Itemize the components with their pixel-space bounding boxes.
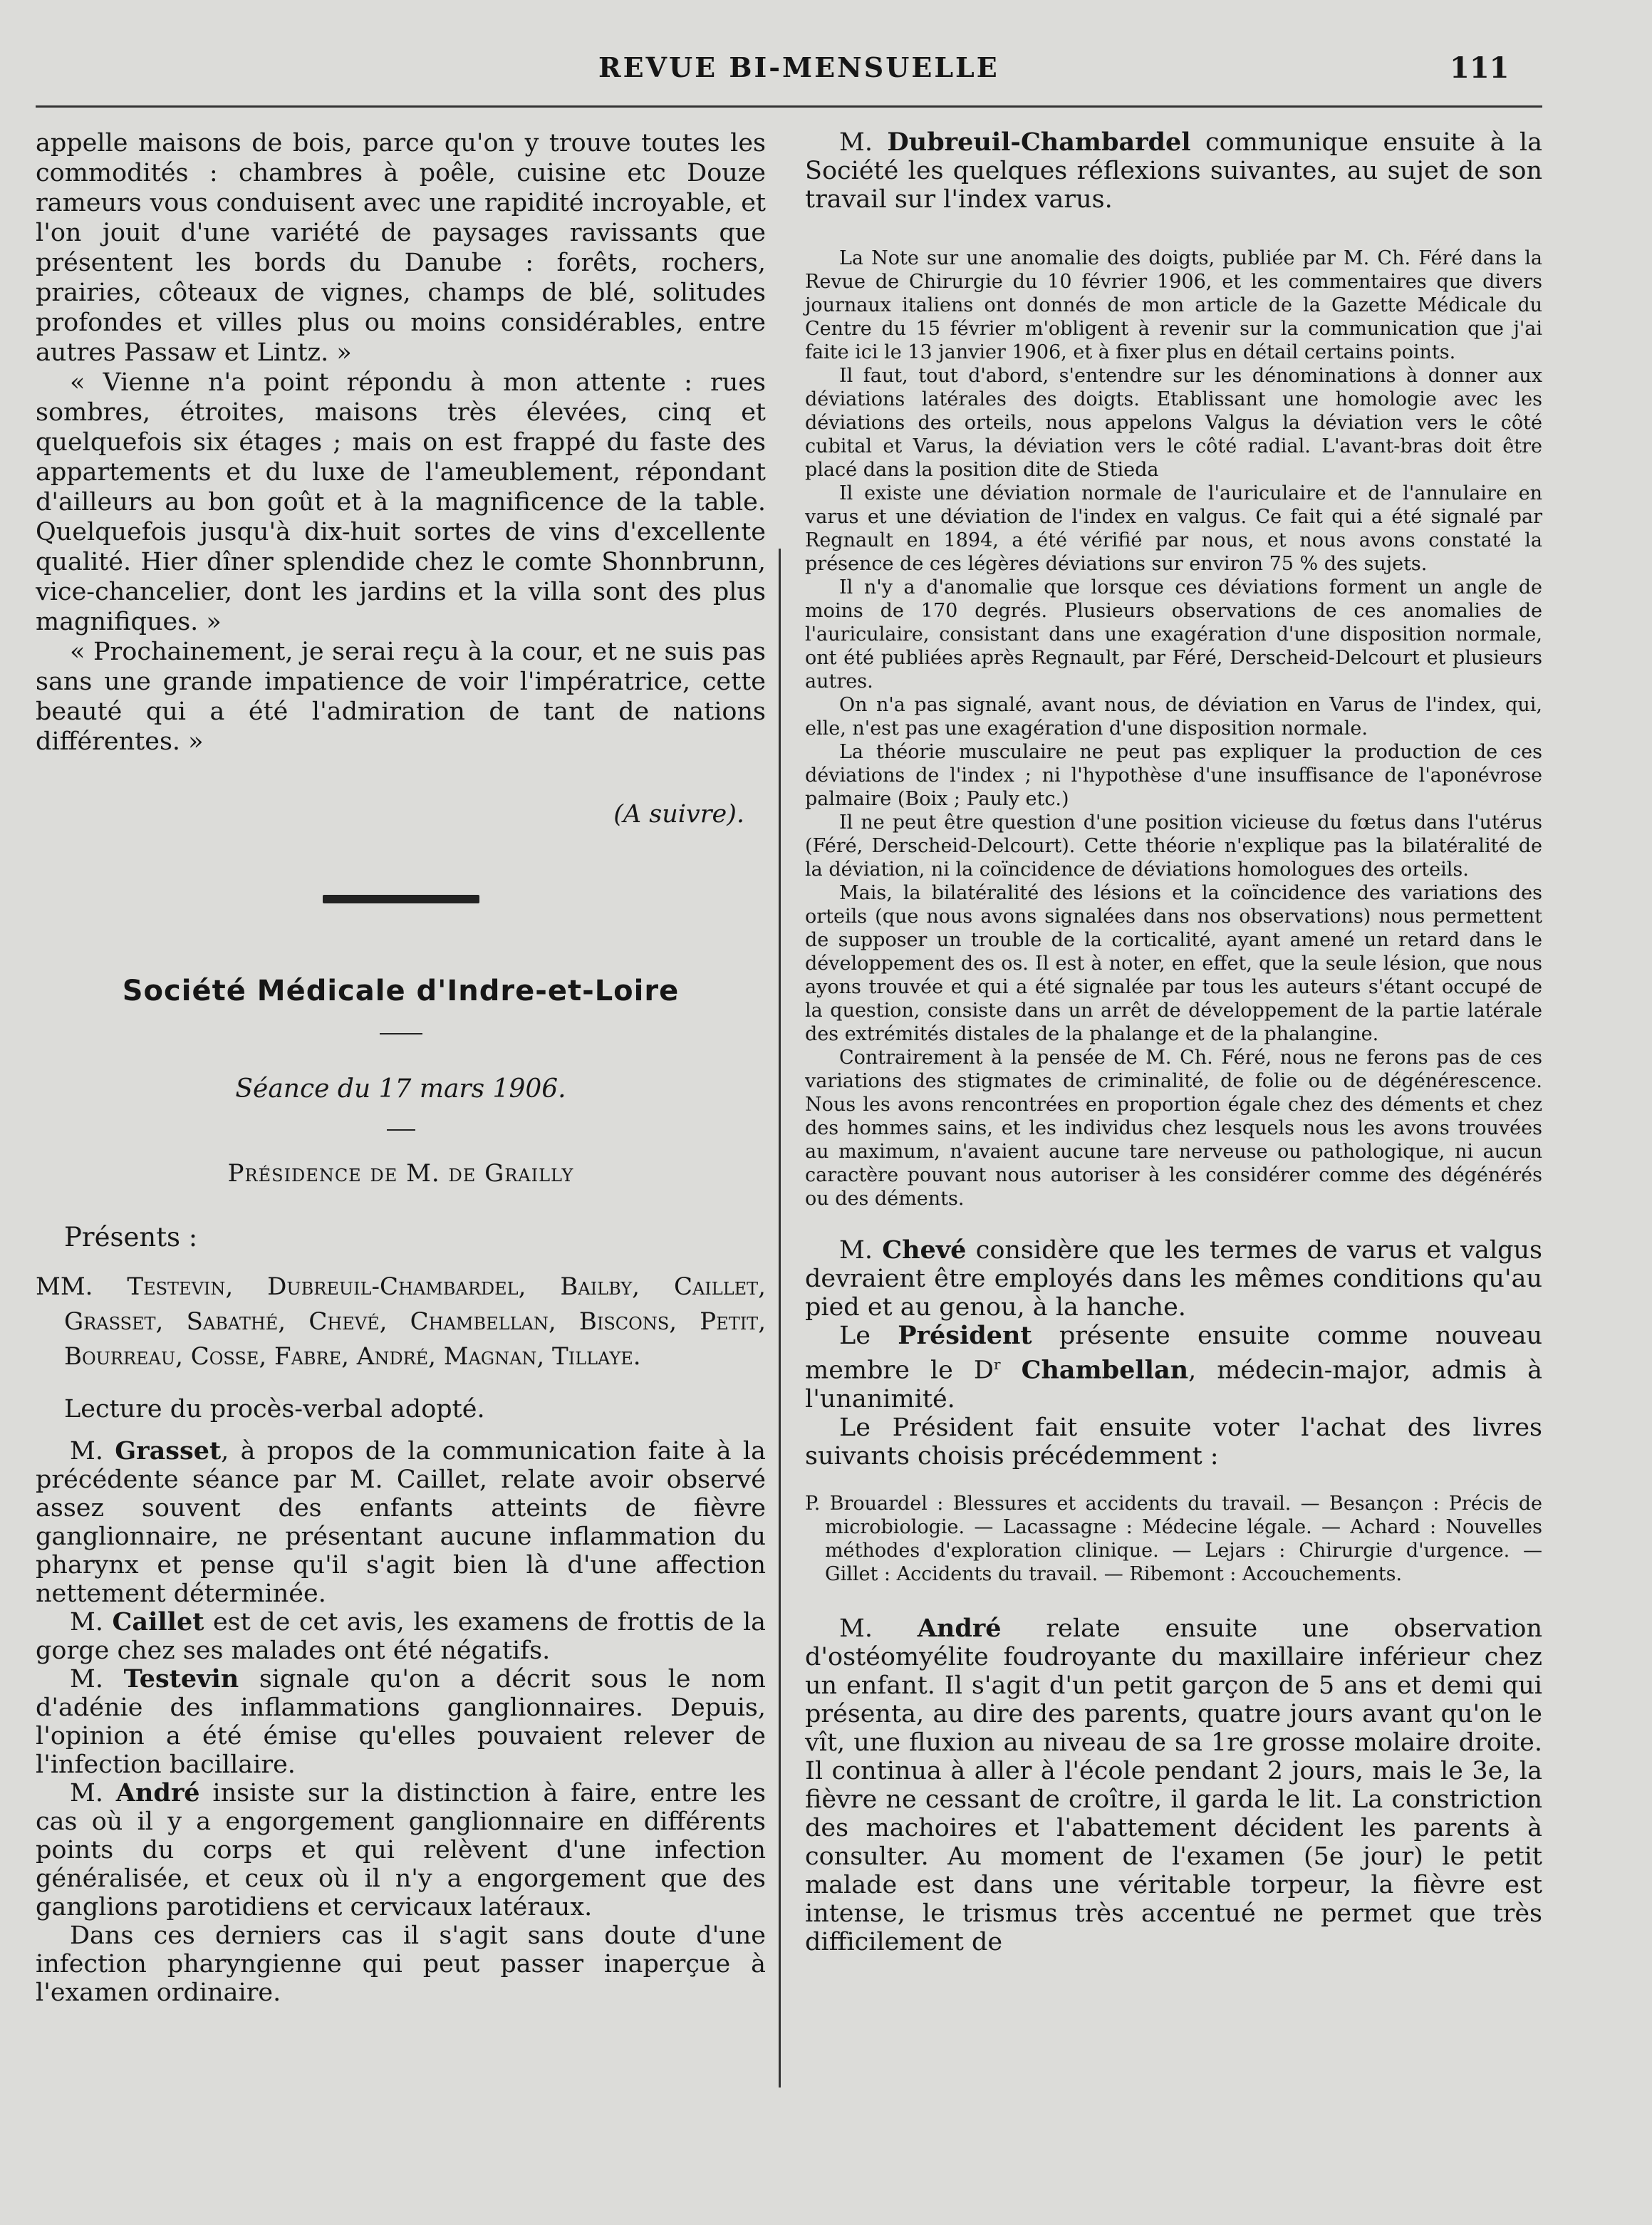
- page-number: 111: [1450, 51, 1510, 85]
- lecture-line: Lecture du procès-verbal adopté.: [64, 1395, 485, 1423]
- divider-dash: [387, 1129, 415, 1131]
- speaker-name: André: [115, 1778, 200, 1808]
- paragraph-text: présente ensuite comme nouveau membre le D: [805, 1322, 1542, 1385]
- speaker-name: Chevé: [882, 1235, 967, 1265]
- to-be-continued: (A suivre).: [613, 800, 744, 829]
- book-list: P. Brouardel : Blessures et accidents du travail. — Besançon : Précis de microbiologie. — Lacassagne : Médecine légale. — Achard : Nouvelles méthodes d'exploration clinique. — Lejars : Chirurgie d'urgence. — Gillet : Accidents du travail. — Ribemont : Accouchements.: [805, 1492, 1542, 1585]
- andre-observation: M. André relate ensuite une observation d'ostéomyélite foudroyante du maxillaire inférieur chez un enfant. Il s'agit d'un petit garçon de 5 ans et demi qui présenta, au dire des parents, quatre jours avant qu'on le vît, une fluxion au niveau de sa 1re grosse molaire droite. Il continua à aller à l'école pendant 2 jours, mais le 3e, la fièvre ne cessant de croître, il garda le lit. La constriction des machoires et l'abattement décident les parents à consulter. Au moment de l'examen (5e jour) le petit malade est dans une véritable torpeur, la fièvre est intense, le trismus très accentué ne permet que très difficilement de: [805, 1613, 1543, 1956]
- speaker-name: Président: [898, 1321, 1032, 1350]
- speaker-name: Caillet: [112, 1607, 204, 1637]
- left-column: [36, 128, 766, 2007]
- running-title: REVUE BI-MENSUELLE: [598, 51, 999, 83]
- seance-date: Séance du 17 mars 1906.: [235, 1074, 566, 1104]
- society-title: Société Médicale d'Indre-et-Loire: [122, 975, 680, 1007]
- paragraph-text: communique ensuite à la Société les quelques réflexions suivantes, au sujet de son travail sur l'index varus.: [805, 128, 1542, 214]
- paragraph: On n'a pas signalé, avant nous, de déviation en Varus de l'index, qui, elle, n'est pas une exagération d'une disposition normale.: [805, 694, 1542, 740]
- paragraph: La théorie musculaire ne peut pas expliquer la production de ces déviations de l'index ; ni l'hypothèse d'une insuffisance de l'aponévrose palmaire (Boix ; Pauly etc.): [805, 741, 1542, 810]
- section-ornament: [323, 895, 479, 903]
- caillet-paragraph: M. Caillet est de cet avis, les examens de frottis de la gorge chez ses malades ont été négatifs.: [36, 1607, 767, 1665]
- paragraph-text: relate ensuite une observation d'ostéomyélite foudroyante du maxillaire inférieur chez un enfant. Il s'agit d'un petit garçon de 5 ans et demi qui présenta, au dire des parents, quatre jours avant qu'on le vît, une fluxion au niveau de sa 1re grosse molaire droite. Il continua à aller à l'école pendant 2 jours, mais le 3e, la fièvre ne cessant de croître, il garda le lit. La constriction des machoires et l'abattement décident les parents à consulter. Au moment de l'examen (5e jour) le petit malade est dans une véritable torpeur, la fièvre est intense, le trismus très accentué ne permet que très difficilement de: [805, 1614, 1543, 1956]
- paragraph: Il faut, tout d'abord, s'entendre sur les dénominations à donner aux déviations latérales des doigts. Etablissant une homologie avec les déviations des orteils, nous appelons Valgus la déviation vers le côté cubital et Varus, la déviation vers le côté radial. L'avant-bras doit être placé dans la position dite de Stieda: [805, 365, 1542, 481]
- paragraph-text: signale qu'on a décrit sous le nom d'adénie des inflammations ganglionnaires. Depuis, l'opinion a été émise qu'elles pouvaient relever de l'infection bacillaire.: [36, 1665, 766, 1779]
- speaker-name: Grasset: [115, 1436, 222, 1466]
- andre-paragraph: M. André insiste sur la distinction à faire, entre les cas où il y a engorgement ganglionnaire en différents points du corps et qui relèvent d'une infection généralisée, et ceux où il n'y a engorgement que des ganglions parotidiens et cervicaux latéraux.: [36, 1778, 766, 1921]
- page-header: [0, 51, 1652, 94]
- paragraph: Dans ces derniers cas il s'agit sans doute d'une infection pharyngienne qui peut passer inaperçue à l'examen ordinaire.: [36, 1921, 766, 2007]
- paragraph-text: , médecin-major, admis à l'unanimité.: [805, 1356, 1542, 1414]
- president-paragraph: Le Président présente ensuite comme nouveau membre le $D^r$ Chambellan, médecin-major, admis à l'unanimité.: [805, 1321, 1542, 1414]
- paragraph: « Prochainement, je serai reçu à la cour, et ne suis pas sans une grande impatience de voir l'impératrice, cette beauté qui a été l'admiration de tant de nations différentes. »: [36, 638, 766, 756]
- grasset-paragraph: M. Grasset, à propos de la communication faite à la précédente séance par M. Caillet, relate avoir observé assez souvent des enfants atteints de fièvre ganglionnaire, ne présentant aucune inflammation du pharynx et pense qu'il s'agit bien là d'une affection nettement déterminée.: [36, 1436, 766, 1608]
- paragraph: La Note sur une anomalie des doigts, publiée par M. Ch. Féré dans la Revue de Chirurgie du 10 février 1906, et les commentaires que divers journaux italiens ont donnés de mon article de la Gazette Médicale du Centre du 15 février m'obligent à revenir sur la communication que j'ai faite ici le 13 janvier 1906, et à fixer plus en détail certains points.: [805, 247, 1542, 363]
- paragraph-text: insiste sur la distinction à faire, entre les cas où il y a engorgement ganglionnaire en différents points du corps et qui relèvent d'une infection généralisée, et ceux où il n'y a engorgement que des ganglions parotidiens et cervicaux latéraux.: [36, 1779, 766, 1921]
- paragraph: Il ne peut être question d'une position vicieuse du fœtus dans l'utérus (Féré, Derscheid-Delcourt). Cette théorie n'explique pas la bilatéralité de la déviation, ni la coïncidence de déviations homologues des orteils.: [805, 811, 1542, 881]
- paragraph: « Vienne n'a point répondu à mon attente : rues sombres, étroites, maisons très élevées, cinq et quelquefois six étages ; mais on est frappé du faste des appartements et du luxe de l'ameublement, répondant d'ailleurs au bon goût et à la magnificence de la table. Quelquefois jusqu'à dix-huit sortes de vins d'excellente qualité. Hier dîner splendide chez le comte Shonnbrunn, vice-chancelier, dont les jardins et la villa sont des plus magnifiques. »: [36, 368, 766, 636]
- speaker-name: Dubreuil-Chambardel: [887, 128, 1191, 157]
- paragraph: Il existe une déviation normale de l'auriculaire et de l'annulaire en varus et une déviation de l'index en valgus. Ce fait qui a été signalé par Regnault en 1894, a été vérifié par nous, et nous avons constaté la présence de ces légères déviations sur environ 75 % des sujets.: [805, 482, 1542, 575]
- presents-label: Présents :: [64, 1222, 198, 1252]
- column-divider: [779, 549, 781, 2087]
- paragraph-text: considère que les termes de varus et valgus devraient être employés dans les mêmes conditions qu'au pied et au genou, à la hanche.: [805, 1236, 1542, 1322]
- speaker-name: Chambellan: [1021, 1355, 1189, 1385]
- paragraph-text: est de cet avis, les examens de frottis de la gorge chez ses malades ont été négatifs.: [36, 1608, 767, 1665]
- achat-paragraph: Le Président fait ensuite voter l'achat des livres suivants choisis précédemment :: [805, 1413, 1542, 1471]
- paragraph-text: , à propos de la communication faite à la précédente séance par M. Caillet, relate avoir observé assez souvent des enfants atteints de fièvre ganglionnaire, ne présentant aucune inflammation du pharynx et pense qu'il s'agit bien là d'une affection nettement déterminée.: [36, 1437, 766, 1608]
- dubreuil-intro: M. Dubreuil-Chambardel communique ensuite à la Société les quelques réflexions suivantes, au sujet de son travail sur l'index varus.: [805, 128, 1542, 214]
- communication-block: [805, 247, 1542, 1210]
- presents-list: MM. Testevin, Dubreuil-Chambardel, Bailby, Caillet, Grasset, Sabathé, Chevé, Chambellan, Biscons, Petit, Bourreau, Cosse, Fabre, André, Magnan, Tillaye.: [36, 1272, 766, 1371]
- paragraph: appelle maisons de bois, parce qu'on y trouve toutes les commodités : chambres à poêle, cuisine etc Douze rameurs vous conduisent avec une rapidité incroyable, et l'on jouit d'une variété de paysages ravissants que présentent les bords du Danube : forêts, rochers, prairies, côteaux de vignes, champs de blé, solitudes profondes et villes plus ou moins considérables, entre autres Passaw et Lintz. »: [36, 129, 766, 367]
- presidence: Présidence de M. de Grailly: [227, 1159, 574, 1188]
- header-rule: [36, 105, 1542, 108]
- paragraph: Contrairement à la pensée de M. Ch. Féré, nous ne ferons pas de ces variations des stigmates de criminalité, de folie ou de dégénérescence. Nous les avons rencontrées en proportion égale chez des déments et chez des hommes sains, et les individus chez lesquels nous les avons trouvées au maximum, n'avaient aucune tare nerveuse ou pathologique, ni aucun caractère pouvant nous autoriser à les considérer comme des dégénérés ou des déments.: [805, 1047, 1542, 1210]
- paragraph: Il n'y a d'anomalie que lorsque ces déviations forment un angle de moins de 170 degrés. Plusieurs observations de ces anomalies de l'auriculaire, consistant dans une exagération d'une disposition normale, ont été publiées après Regnault, par Féré, Derscheid-Delcourt et plusieurs autres.: [805, 576, 1542, 693]
- testevin-paragraph: M. Testevin signale qu'on a décrit sous le nom d'adénie des inflammations ganglionnaires. Depuis, l'opinion a été émise qu'elles pouvaient relever de l'infection bacillaire.: [36, 1664, 766, 1779]
- speaker-name: André: [917, 1613, 1002, 1643]
- right-column: [805, 128, 1542, 1956]
- paragraph: Mais, la bilatéralité des lésions et la coïncidence des variations des orteils (que nous avons signalées dans nos observations) nous permettent de supposer un trouble de la corticalité, ayant amené un retard dans le développement des os. Il est à noter, en effet, que la seule lésion, que nous ayons trouvée et qui a été signalée par tous les auteurs s'étant occupé de la question, consiste dans un arrêt de développement de la partie latérale des extrémités distales de la phalange et de la phalangine.: [805, 882, 1542, 1045]
- cheve-paragraph: M. Chevé considère que les termes de varus et valgus devraient être employés dans les mêmes conditions qu'au pied et au genou, à la hanche.: [805, 1235, 1542, 1322]
- divider-dash: [380, 1033, 422, 1034]
- speaker-name: Testevin: [123, 1664, 239, 1694]
